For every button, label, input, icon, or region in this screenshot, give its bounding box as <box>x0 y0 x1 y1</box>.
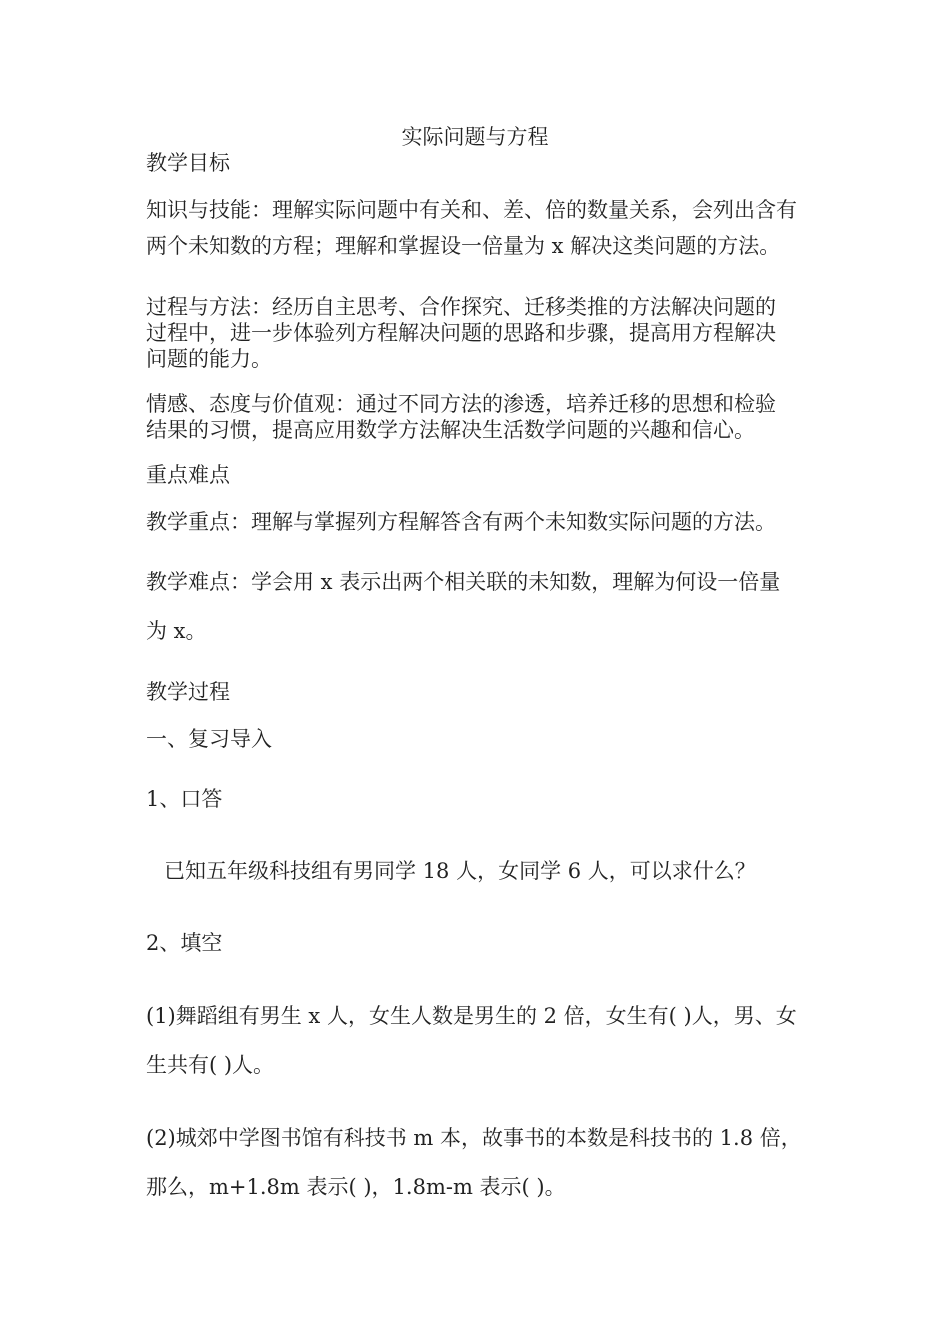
list-item-label: 1、口答 <box>146 787 223 811</box>
exercise-line: (1)舞蹈组有男生 x 人，女生人数是男生的 2 倍，女生有( )人，男、女 <box>146 1004 797 1028</box>
exercise-line: 生共有( )人。 <box>146 1053 275 1077</box>
paragraph-line: 问题的能力。 <box>146 347 272 371</box>
section-heading-process: 教学过程 <box>146 680 230 704</box>
subsection-heading: 一、复习导入 <box>146 727 272 751</box>
paragraph-line: 为 x。 <box>146 619 207 643</box>
paragraph-line: 结果的习惯，提高应用数学方法解决生活数学问题的兴趣和信心。 <box>146 418 755 442</box>
paragraph-line: 两个未知数的方程；理解和掌握设一倍量为 x 解决这类问题的方法。 <box>146 234 781 258</box>
question-text: 已知五年级科技组有男同学 18 人，女同学 6 人，可以求什么？ <box>164 859 756 883</box>
list-item-label: 2、填空 <box>146 931 223 955</box>
paragraph-line: 情感、态度与价值观：通过不同方法的渗透，培养迁移的思想和检验 <box>146 392 776 416</box>
exercise-line: (2)城郊中学图书馆有科技书 m 本，故事书的本数是科技书的 1.8 倍， <box>146 1126 802 1150</box>
paragraph-line: 教学难点：学会用 x 表示出两个相关联的未知数，理解为何设一倍量 <box>146 570 781 594</box>
paragraph-line: 过程中，进一步体验列方程解决问题的思路和步骤，提高用方程解决 <box>146 321 776 345</box>
paragraph-line: 知识与技能：理解实际问题中有关和、差、倍的数量关系，会列出含有 <box>146 198 797 222</box>
section-heading-objectives: 教学目标 <box>146 151 230 175</box>
exercise-line: 那么，m+1.8m 表示( )，1.8m-m 表示( )。 <box>146 1175 566 1199</box>
paragraph-line: 教学重点：理解与掌握列方程解答含有两个未知数实际问题的方法。 <box>146 510 776 534</box>
section-heading-key-points: 重点难点 <box>146 463 230 487</box>
page-title: 实际问题与方程 <box>401 125 549 149</box>
paragraph-line: 过程与方法：经历自主思考、合作探究、迁移类推的方法解决问题的 <box>146 295 776 319</box>
